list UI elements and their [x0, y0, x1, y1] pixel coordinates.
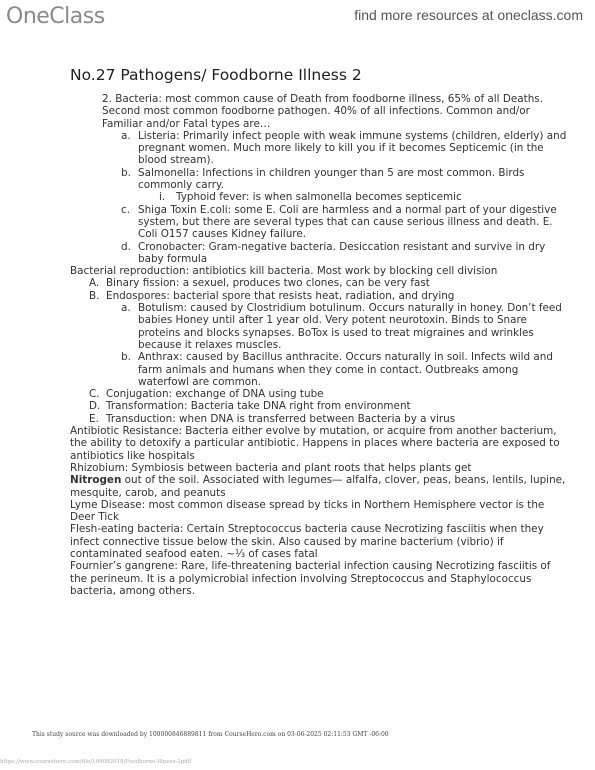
lyme-paragraph: Lyme Disease: most common disease spread by ticks in Northern Hemisphere vector is the Deer Tick: [70, 498, 545, 524]
list-text: Salmonella: Infections in children younger than 5 are most common. Birds commonly carry.: [138, 166, 525, 192]
list-marker: i.: [159, 191, 166, 204]
list-marker: d.: [121, 240, 131, 253]
list-text: Transduction: when DNA is transferred between Bacteria by a virus: [106, 412, 456, 425]
list-marker: c.: [121, 203, 131, 216]
rhizobium-text-end: out of the soil. Associated with legumes— alfalfa, clover, peas, beans, lentils, lupine, mesquite, carob, and peanuts: [70, 474, 566, 499]
reproduction-paragraph: Bacterial reproduction: antibiotics kill bacteria. Most work by blocking cell division: [70, 265, 498, 278]
list-item: [70, 204, 570, 241]
list-item: [70, 302, 570, 351]
list-text: Shiga Toxin E.coli: some E. Coli are harmless and a normal part of your digestive system, but there are several types that can cause serious illness and death. E. Coli O157 causes Kidney failure.: [138, 203, 557, 241]
rhizobium-text-start: Rhizobium: Symbiosis between bacteria and plant roots that helps plants get: [70, 461, 472, 474]
list-marker: b.: [121, 351, 131, 364]
list-marker: a.: [121, 302, 131, 315]
list-marker: b.: [121, 166, 131, 179]
list-item: [70, 290, 570, 302]
list-item: [70, 413, 570, 425]
list-marker: E.: [89, 412, 99, 425]
list-item: [70, 400, 570, 412]
list-marker: C.: [89, 388, 100, 401]
list-item: [70, 167, 570, 192]
document-body: [70, 66, 570, 597]
nitrogen-bold-text: Nitrogen: [70, 474, 122, 487]
list-text: Binary fission: a sexuel, produces two clones, can be very fast: [106, 277, 430, 290]
list-marker: B.: [89, 289, 100, 302]
antibiotic-resistance-paragraph: Antibiotic Resistance: Bacteria either evolve by mutation, or acquire from another bacterium, the ability to detoxify a particular antibiotic. Happens in places where bacteria are exposed to antibiotics like hospitals: [70, 425, 560, 462]
list-item: [70, 351, 570, 388]
document-title: No.27 Pathogens/ Foodborne Illness 2: [70, 66, 362, 84]
list-marker: a.: [121, 129, 131, 142]
list-text: Listeria: Primarily infect people with weak immune systems (children, elderly) and pregnant women. Much more likely to kill you if it becomes Septicemic (in the blood stream).: [138, 129, 567, 167]
list-marker: D.: [89, 400, 101, 413]
oneclass-logo[interactable]: OneClass: [6, 4, 105, 29]
rhizobium-paragraph: [70, 462, 570, 499]
find-resources-link[interactable]: find more resources at oneclass.com: [354, 7, 583, 23]
list-item: [70, 130, 570, 167]
list-item: [70, 388, 570, 400]
flesh-eating-paragraph: Flesh-eating bacteria: Certain Streptococcus bacteria cause Necrotizing fasciitis when they infect connective tissue below the skin. Also caused by marine bacterium (vibrio) if contaminated seafood eaten. ~⅓ of cases fatal: [70, 523, 544, 560]
list-text: Typhoid fever: is when salmonella becomes septicemic: [176, 191, 462, 204]
list-text: Cronobacter: Gram-negative bacteria. Desiccation resistant and survive in dry baby formula: [138, 240, 546, 265]
list-text: Botulism: caused by Clostridium botulinum. Occurs naturally in honey. Don’t feed babies Honey until after 1 year old. Very potent neurotoxin. Binds to Snare proteins and blocks synapses. BoTox is used to treat migraines and wrinkles because it relaxes muscles.: [138, 302, 562, 351]
list-item: [70, 241, 570, 266]
list-text: Endospores: bacterial spore that resists heat, radiation, and drying: [106, 289, 455, 302]
source-url[interactable]: https://www.coursehero.com/file/199082018/Foodborne-Illness-2pdf/: [0, 759, 192, 765]
list-item: [70, 277, 570, 289]
list-text: Anthrax: caused by Bacillus anthracite. Occurs naturally in soil. Infects wild and farm animals and humans when they come in contact. Outbreaks among waterfowl are common.: [138, 351, 553, 388]
list-marker: A.: [89, 277, 100, 290]
download-notice: This study source was downloaded by 100000846889811 from CourseHero.com on 03-06-2025 02:11:53 GMT -06:00: [32, 731, 389, 738]
list-item: [70, 191, 570, 203]
bacteria-intro: 2. Bacteria: most common cause of Death from foodborne illness, 65% of all Deaths. Second most common foodborne pathogen. 40% of all infections. Common and/or Familiar and/or Fatal types are…: [102, 93, 544, 130]
list-text: Transformation: Bacteria take DNA right from environment: [106, 400, 411, 413]
list-text: Conjugation: exchange of DNA using tube: [106, 388, 324, 401]
page-header: [0, 0, 595, 34]
fournier-paragraph: Fournier’s gangrene: Rare, life-threatening bacterial infection causing Necrotizing fasciitis of the perineum. It is a polymicrobial infection involving Streptococcus and Staphylococcus bacteria, among others.: [70, 560, 551, 597]
